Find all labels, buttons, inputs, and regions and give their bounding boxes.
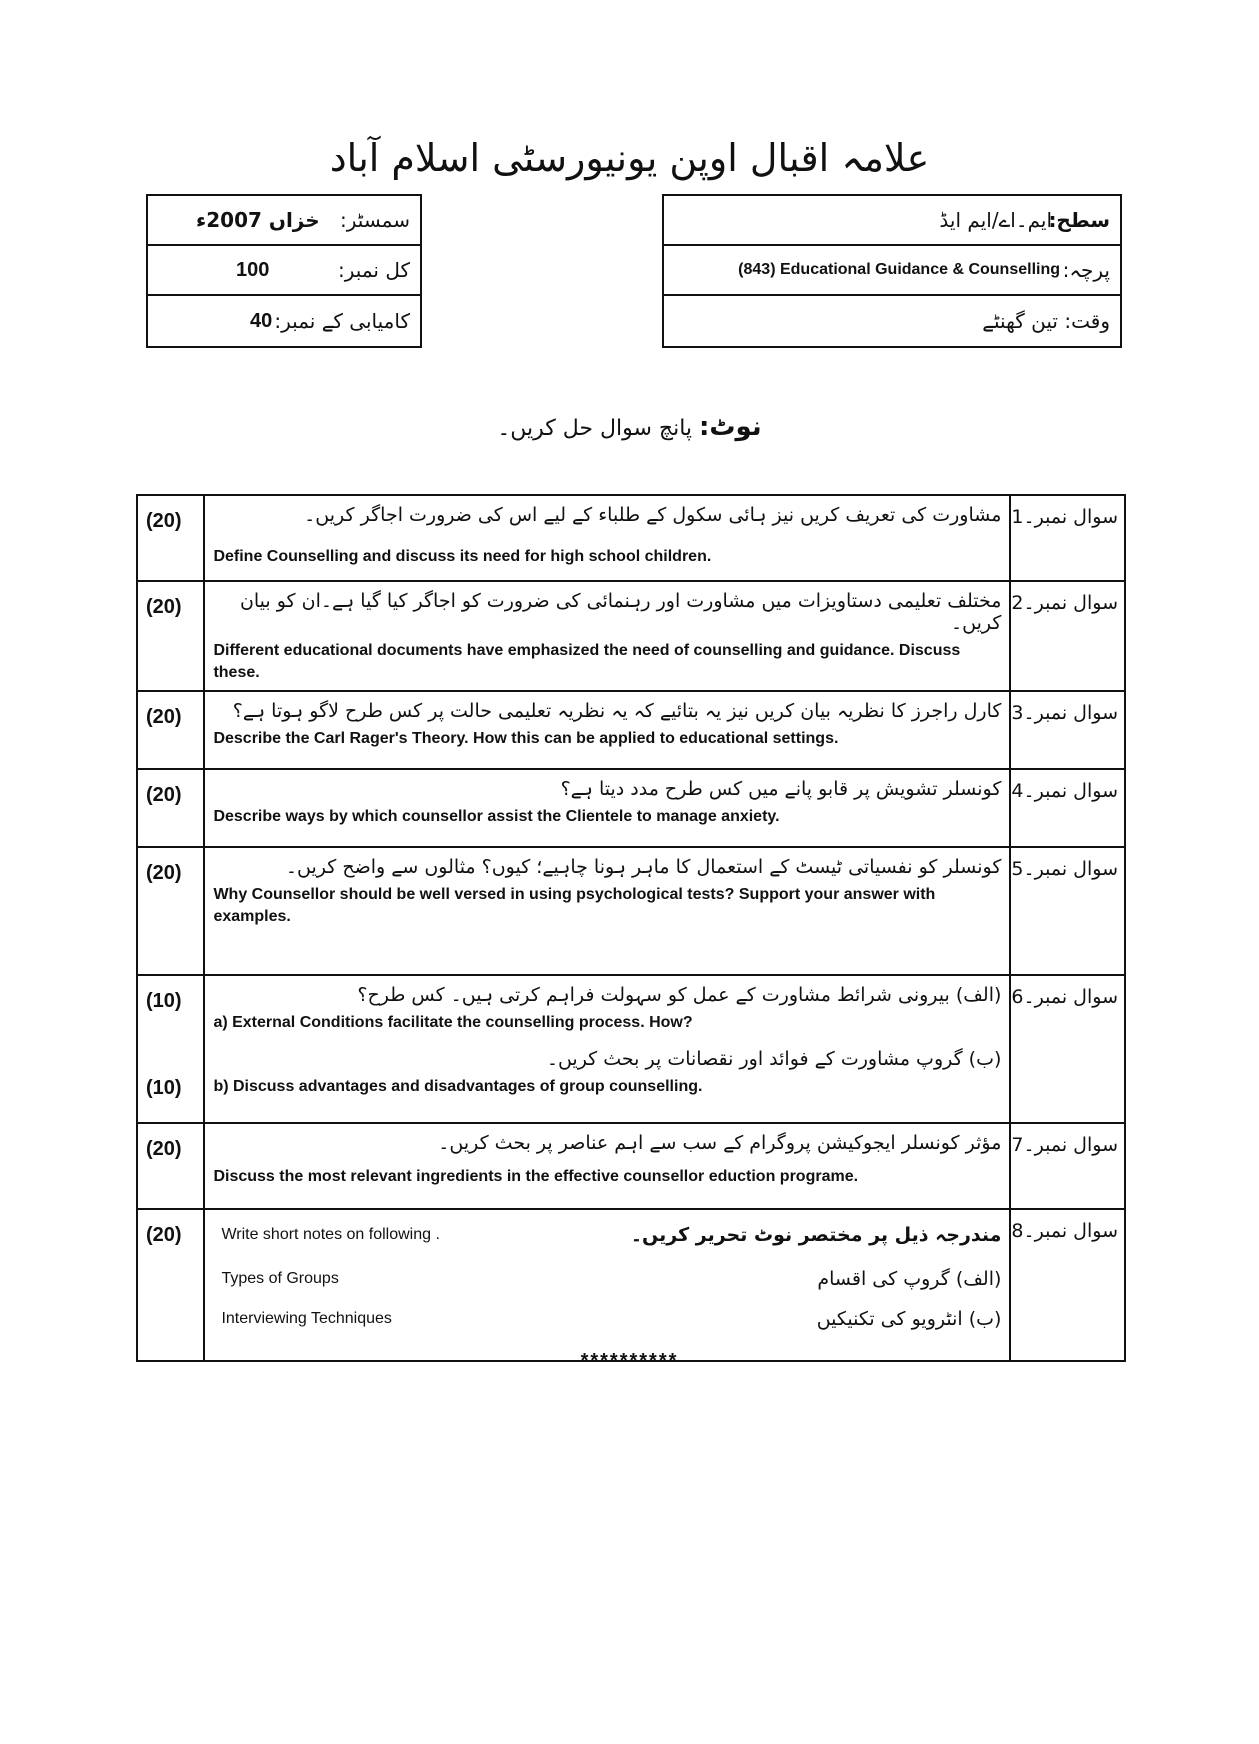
exam-info-right [662,194,1122,348]
question-row-5 [137,847,1125,975]
end-stars: ********** [580,1350,679,1372]
question-english-b: b) Discuss advantages and disadvantages of group counselling. [213,1078,703,1095]
question-urdu: مشاورت کی تعریف کریں نیز ہائی سکول کے طلباء کے لیے اس کی ضرورت اجاگر کریں۔ [304,504,1002,526]
question-row-6 [137,975,1125,1123]
question-urdu: کونسلر تشویش پر قابو پانے میں کس طرح مدد دیتا ہے؟ [560,778,1002,800]
exam-info-left [146,194,422,348]
question-english: Define Counselling and discuss its need for high school children. [213,548,712,565]
pass-marks-row [148,296,420,346]
time-label: وقت: [1064,309,1110,333]
question-english: Describe ways by which counsellor assist the Clientele to manage anxiety. [213,808,780,825]
question-english: Different educational documents have emphasized the need of counselling and guidance. Discuss these. [213,642,961,681]
question-number: سوال نمبر۔4 [1011,780,1118,802]
time-row [664,296,1120,346]
question-row-3 [137,691,1125,769]
level-label: سطح: [1048,208,1110,232]
question-urdu: مختلف تعلیمی دستاویزات میں مشاورت اور رہنمائی کی ضرورت کو اجاگر کیا گیا ہے۔ان کو بیان کریں۔ [239,590,1002,634]
semester-row [148,196,420,246]
paper-row [664,246,1120,296]
question-row-7 [137,1123,1125,1209]
question-marks: (20) [146,1224,182,1246]
short-note-item-b [205,1296,1009,1336]
question-marks: (20) [146,706,182,728]
question-urdu-a: (الف) بیرونی شرائط مشاورت کے عمل کو سہولت فراہم کرتی ہیں۔ کس طرح؟ [357,984,1002,1006]
item-b-urdu: (ب) انٹرویو کی تکنیکیں [816,1308,1002,1330]
question-english: Discuss the most relevant ingredients in the effective counsellor eduction programe. [213,1168,859,1185]
question-marks: (20) [146,510,182,532]
semester-label: سمسٹر: [340,208,410,232]
question-marks: (20) [146,784,182,806]
question-urdu: کونسلر کو نفسیاتی ٹیسٹ کے استعمال کا ماہر ہونا چاہیے؛ کیوں؟ مثالوں سے واضح کریں۔ [285,856,1002,878]
question-urdu: کارل راجرز کا نظریہ بیان کریں نیز یہ بتائیے کہ یہ نظریہ تعلیمی حالت پر کس طرح لاگو ہوتا ہے؟ [232,700,1002,722]
question-number: سوال نمبر۔6 [1011,986,1118,1008]
question-row-2 [137,581,1125,691]
level-row [664,196,1120,246]
question-english: Why Counsellor should be well versed in using psychological tests? Support your answer with examples. [213,886,936,925]
item-a-urdu: (الف) گروپ کی اقسام [817,1268,1002,1290]
question-marks-b: (10) [146,1077,182,1099]
total-marks-value: 100 [236,258,270,281]
question-number: سوال نمبر۔2 [1011,592,1118,614]
short-notes-urdu: مندرجہ ذیل پر مختصر نوٹ تحریر کریں۔ [630,1224,1002,1246]
question-row-8 [137,1209,1125,1361]
question-row-4 [137,769,1125,847]
question-english-a: a) External Conditions facilitate the counselling process. How? [213,1014,693,1031]
question-urdu-b: (ب) گروپ مشاورت کے فوائد اور نقصانات پر بحث کریں۔ [546,1048,1002,1070]
semester-value: خزاں 2007ء [196,208,320,232]
question-row-1 [137,495,1125,581]
time-value: تین گھنٹے [982,309,1058,333]
question-english: Describe the Carl Rager's Theory. How this can be applied to educational settings. [213,730,839,747]
instruction-note [0,412,1259,442]
short-note-item-a [205,1252,1009,1296]
question-marks: (20) [146,596,182,618]
question-marks-a: (10) [146,990,182,1012]
paper-value: (843) Educational Guidance & Counselling [738,261,1060,278]
item-a-english: Types of Groups [221,1270,339,1287]
pass-marks-label: کامیابی کے نمبر: [274,309,410,333]
question-marks: (20) [146,1138,182,1160]
question-marks: (20) [146,862,182,884]
note-label: نوٹ: [699,412,762,442]
question-number: سوال نمبر۔5 [1011,858,1118,880]
item-b-english: Interviewing Techniques [221,1310,392,1327]
total-marks-row [148,246,420,296]
paper-label: پرچہ: [1062,258,1110,282]
short-notes-heading [205,1210,1009,1252]
question-number: سوال نمبر۔7 [1011,1134,1118,1156]
question-number: سوال نمبر۔3 [1011,702,1118,724]
pass-marks-value: 40 [250,309,273,332]
question-urdu: مؤثر کونسلر ایجوکیشن پروگرام کے سب سے اہم عناصر پر بحث کریں۔ [438,1132,1002,1154]
total-marks-label: کل نمبر: [338,258,410,282]
questions-table [136,494,1126,1362]
short-notes-english: Write short notes on following . [221,1226,440,1243]
note-text: پانچ سوال حل کریں۔ [497,416,693,441]
level-value: ایم۔اے/ایم ایڈ [939,208,1052,232]
question-number: سوال نمبر۔8 [1011,1220,1118,1242]
university-title: علامہ اقبال اوپن یونیورسٹی اسلام آباد [329,136,930,180]
question-number: سوال نمبر۔1 [1011,506,1118,528]
